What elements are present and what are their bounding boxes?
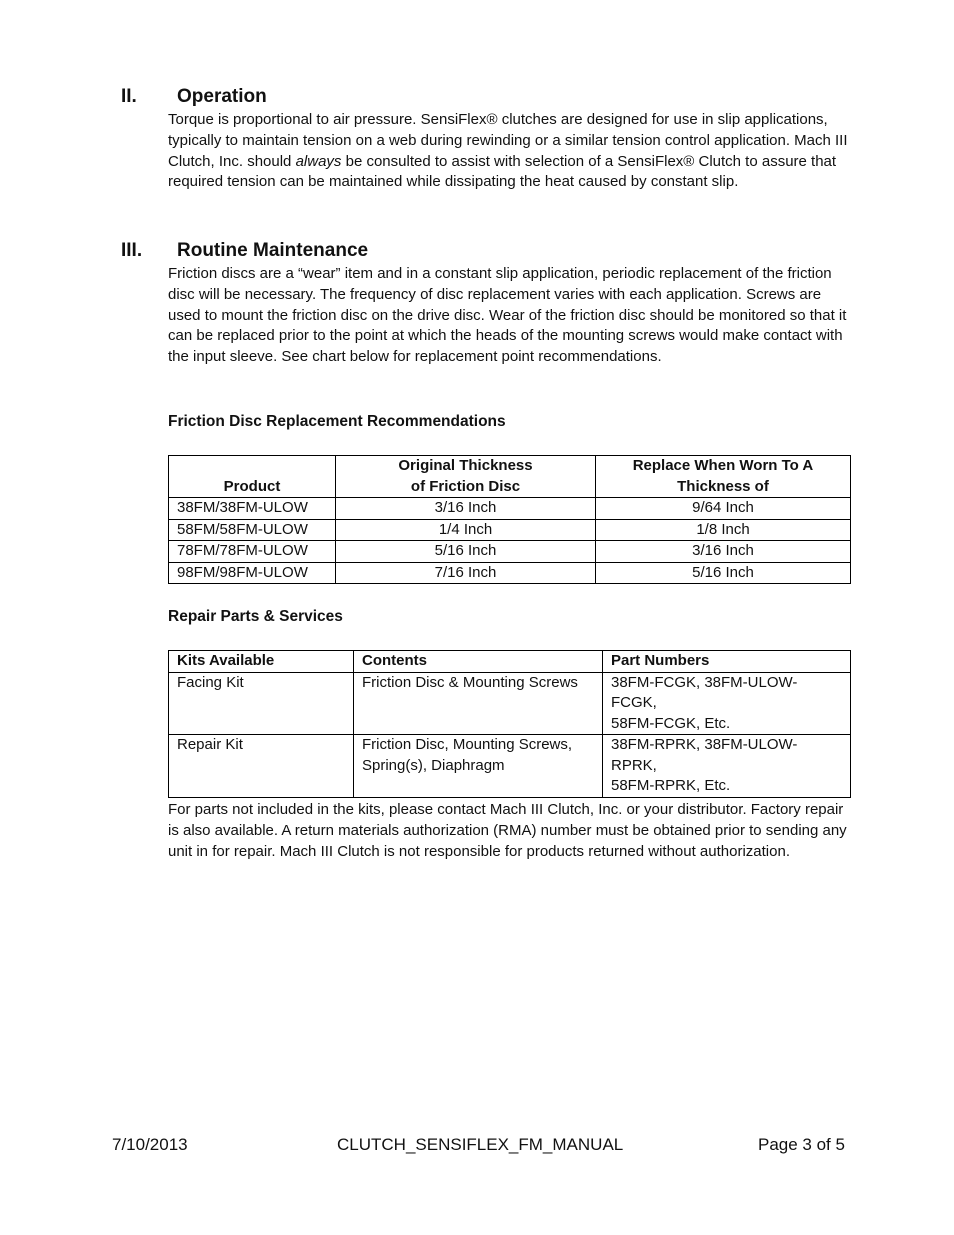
operation-text-end: be consulted to assist with selection of a SensiFlex® Clutch to assure that required tension can be maintained while dissipating the heat caused by constant slip. [168, 152, 837, 191]
header-product: Product [169, 456, 336, 498]
cell-original: 5/16 Inch [336, 541, 596, 563]
parts-line1: 38FM-FCGK, 38FM-ULOW-FCGK, [611, 673, 798, 711]
table-row [169, 672, 851, 735]
cell-original: 1/4 Inch [336, 519, 596, 541]
operation-text-emphasis: always [295, 152, 342, 170]
repair-table [168, 650, 851, 798]
replacement-header-row [169, 456, 851, 498]
cell-product: 98FM/98FM-ULOW [169, 562, 336, 584]
contents-line2: Spring(s), Diaphragm [362, 756, 505, 774]
operation-section [121, 84, 861, 193]
footer-document-name: CLUTCH_SENSIFLEX_FM_MANUAL [337, 1135, 624, 1154]
cell-original: 7/16 Inch [336, 562, 596, 584]
maintenance-title: Routine Maintenance [177, 240, 369, 261]
header-original-line1: Original Thickness [398, 457, 533, 474]
replacement-table [168, 455, 851, 584]
cell-product: 38FM/38FM-ULOW [169, 498, 336, 520]
cell-contents [354, 672, 603, 735]
cell-parts [603, 672, 851, 735]
maintenance-text: Friction discs are a “wear” item and in a constant slip application, periodic replacement of the friction disc will be necessary. The frequency of disc replacement varies with each application. Screws are used to mount the friction disc on the drive disc. Wear of the friction disc should be monitored so that it can be replaced prior to the point at which the heads of the mounting screws would make contact with the input sleeve. See chart below for replacement point recommendations. [168, 265, 847, 366]
operation-heading [121, 84, 861, 110]
table-row [169, 498, 851, 520]
cell-kit: Facing Kit [169, 672, 354, 735]
parts-line2: 58FM-RPRK, Etc. [611, 777, 731, 794]
footer-page-number: Page 3 of 5 [758, 1135, 845, 1154]
operation-text-start: Torque is proportional to air pressure. SensiFlex® clutches are designed for use in slip applications, typically to maintain tension on a web during rewinding or a similar tension control application. Mach III Clutch, Inc. should [168, 111, 848, 170]
cell-original: 3/16 Inch [336, 498, 596, 520]
cell-product: 58FM/58FM-ULOW [169, 519, 336, 541]
maintenance-section [121, 238, 861, 368]
maintenance-number: III. [121, 240, 143, 261]
repair-title: Repair Parts & Services [168, 608, 343, 625]
header-replace-line1: Replace When Worn To A [632, 457, 814, 474]
footer-date: 7/10/2013 [112, 1135, 188, 1154]
maintenance-heading [121, 238, 861, 264]
operation-number: II. [121, 86, 137, 107]
cell-replace: 3/16 Inch [596, 541, 851, 563]
cell-contents [354, 735, 603, 798]
operation-text [168, 110, 848, 193]
cell-parts [603, 735, 851, 798]
parts-line1: 38FM-RPRK, 38FM-ULOW-RPRK, [611, 736, 798, 774]
header-original [336, 456, 596, 498]
header-parts: Part Numbers [603, 651, 851, 673]
cell-replace: 9/64 Inch [596, 498, 851, 520]
operation-title: Operation [177, 86, 267, 107]
table-row [169, 735, 851, 798]
contents-line1: Friction Disc & Mounting Screws [362, 673, 578, 691]
header-kits: Kits Available [169, 651, 354, 673]
cell-kit: Repair Kit [169, 735, 354, 798]
cell-replace: 5/16 Inch [596, 562, 851, 584]
repair-header-row [169, 651, 851, 673]
contents-line1: Friction Disc, Mounting Screws, [362, 736, 573, 753]
header-original-line2: of Friction Disc [410, 477, 521, 495]
cell-replace: 1/8 Inch [596, 519, 851, 541]
table-row [169, 562, 851, 584]
closing-paragraph: For parts not included in the kits, please contact Mach III Clutch, Inc. or your distributor. Factory repair is also available. A return materials authorization (RMA) number must be obtained prior to sending any unit in for repair. Mach III Clutch is not responsible for products returned without authorization. [168, 801, 847, 860]
header-replace [596, 456, 851, 498]
replacement-title: Friction Disc Replacement Recommendations [168, 413, 506, 430]
table-row [169, 541, 851, 563]
table-row [169, 519, 851, 541]
cell-product: 78FM/78FM-ULOW [169, 541, 336, 563]
parts-line2: 58FM-FCGK, Etc. [611, 714, 731, 732]
header-replace-line2: Thickness of [677, 477, 769, 495]
header-contents: Contents [354, 651, 603, 673]
